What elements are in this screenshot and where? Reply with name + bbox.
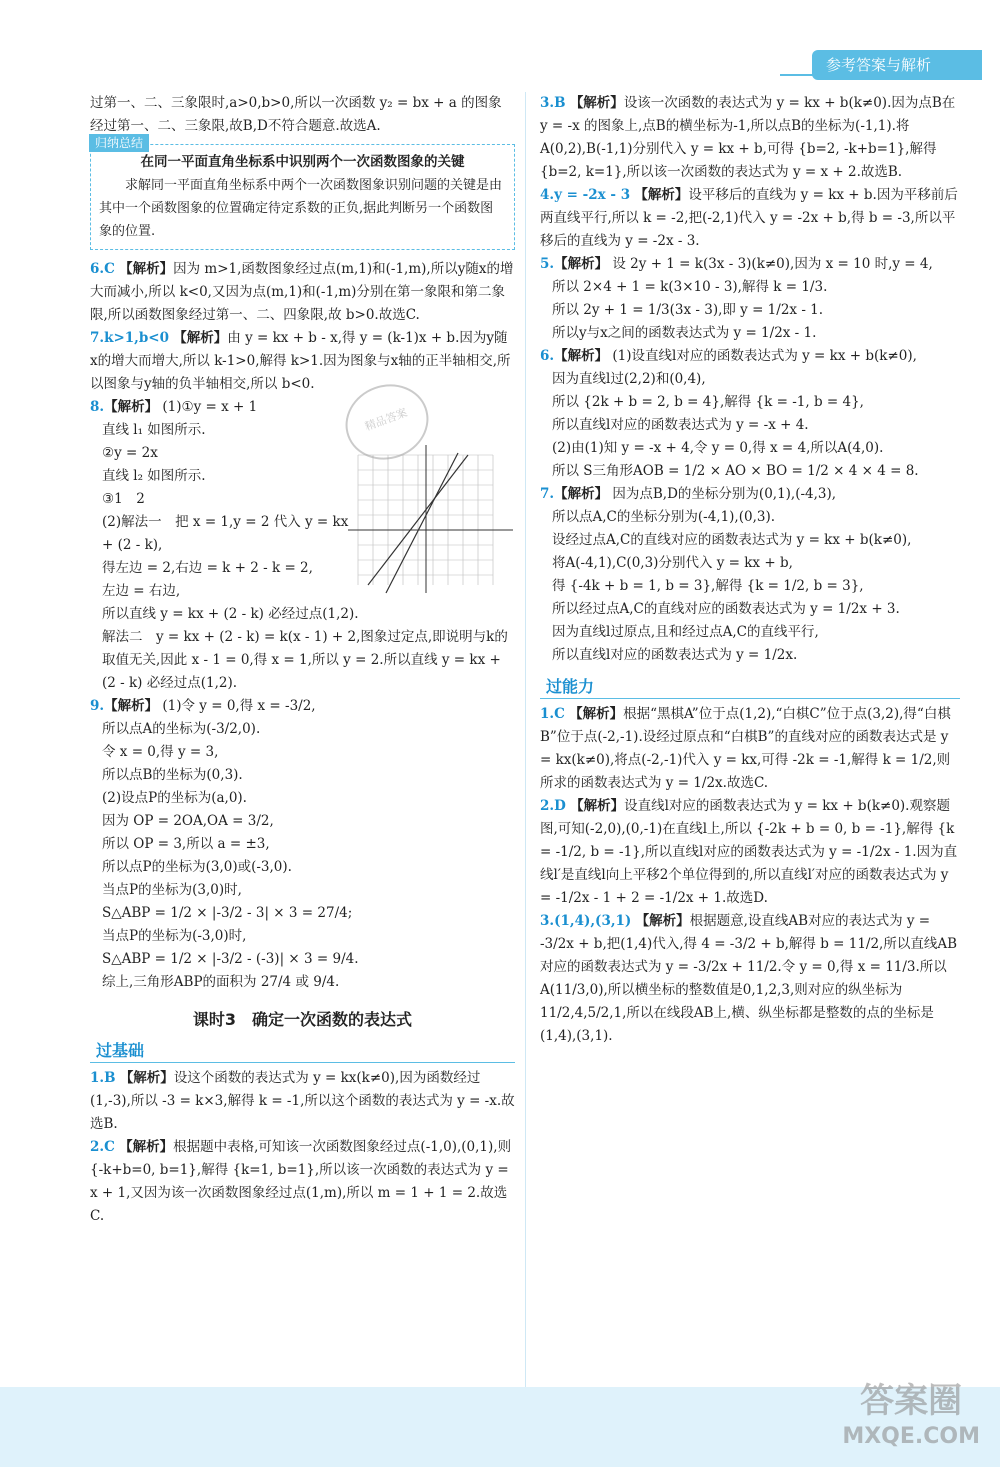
summary-tag: 归纳总结 — [89, 134, 149, 152]
lesson-title: 课时3 确定一次函数的表达式 — [192, 1010, 413, 1029]
line-l2 — [386, 453, 458, 593]
header-tab: 参考答案与解析 — [812, 50, 982, 80]
answer-c2: 2.D 【解析】设直线l对应的函数表达式为 y = kx + b(k≠0).观察题图,可知(-2,0),(0,-1)在直线l上,所以 {-2k + b = 0, b = -1},解得 {k = -1/2, b = -1},所以直线l对应的函数表达式为 y = -1/2x - 1.因为直线l′是直线l向上平移2个单位得到的,所以直线l′对应的函数表达式为 y = -1/2x - 1 + 2 = -1/2x + 1.故选D. — [540, 798, 958, 906]
intro-paragraph: 过第一、二、三象限时,a>0,b>0,所以一次函数 y₂ = bx + a 的图象经过第一、二、三象限,故B,D不符合题意.故选A. — [90, 95, 502, 134]
answer-q8: 8.【解析】 (1)①y = x + 1 直线 l₁ 如图所示. ②y = 2x 直线 l₂ 如图所示. ③1 2 (2)解法一 把 x = 1,y = 2 代入 y = kx + (2 - k), 得左边 = 2,右边 = k + 2 - k = 2, 左边 = 右边, 所以直线 y = kx + (2 - k) 必经过点(1,2). 解法二 y = kx + (2 - k) = k(x - 1) + 2,图象过定点,即说明与k的取值无关,因此 x - 1 = 0,得 x = 1,所以 y = 2.所以直线 y = kx + (2 - k) 必经过点(1,2). — [90, 399, 508, 691]
answer-b6: 6.【解析】 (1)设直线l对应的函数表达式为 y = kx + b(k≠0), 因为直线l过(2,2)和(0,4), 所以 {2k + b = 2, b = 4},解得 {k = -1, b = 4}, 所以直线l对应的函数表达式为 y = -x + 4. (2)由(1)知 y = -x + 4,令 y = 0,得 x = 4,所以A(4,0). 所以 S三角形AOB = 1/2 × AO × BO = 1/2 × 4 × 4 = 8. — [540, 348, 919, 479]
answer-q9: 9.【解析】 (1)令 y = 0,得 x = -3/2, 所以点A的坐标为(-3/2,0). 令 x = 0,得 y = 3, 所以点B的坐标为(0,3). (2)设点P的坐标为(a,0). 因为 OP = 2OA,OA = 3/2, 所以 OP = 3,所以 a = ±3, 所以点P的坐标为(3,0)或(-3,0). 当点P的坐标为(3,0)时, S△ABP = 1/2 × |-3/2 - 3| × 3 = 27/4; 当点P的坐标为(-3,0)时, S△ABP = 1/2 × |-3/2 - (-3)| × 3 = 9/4. 综上,三角形ABP的面积为 27/4 或 9/4. — [90, 698, 359, 990]
summary-text: 求解同一平面直角坐标系中两个一次函数图象识别问题的关键是由其中一个函数图象的位置确定待定系数的正负,据此判断另一个函数图象的位置. — [99, 178, 503, 239]
left-column — [90, 92, 515, 1228]
answer-b4: 4.y = -2x - 3 【解析】设平移后的直线为 y = kx + b.因为平移前后两直线平行,所以 k = -2,把(-2,1)代入 y = -2x + b,得 b = -3,所以平移后的直线为 y = -2x - 3. — [540, 187, 958, 249]
right-column — [540, 92, 960, 1048]
summary-box — [90, 136, 515, 250]
answer-q6: 6.C 【解析】因为 m>1,函数图象经过点(m,1)和(-1,m),所以y随x的增大而减小,所以 k<0,又因为点(m,1)和(-1,m)分别在第一象限和第二象限,所以函数图象经过第一、二、四象限,故 b>0.故选C. — [90, 261, 514, 323]
column-divider — [525, 92, 526, 1392]
watermark: 答案圈 MXQE.COM — [842, 1381, 980, 1449]
answer-c3: 3.(1,4),(3,1) 【解析】根据题意,设直线AB对应的表达式为 y = -3/2x + b,把(1,4)代入,得 4 = -3/2 + b,解得 b = 11/2,所以直线AB对应的函数表达式为 y = -3/2x + 11/2.令 y = 0,得 x = 11/3.所以A(11/3,0),所以横坐标的整数值是0,1,2,3,则对应的纵坐标为 11/2,4,5/2,1,所以在线段AB上,横、纵坐标都是整数的点的坐标是(1,4),(3,1). — [540, 913, 958, 1044]
section-heading-basic: 过基础 — [90, 1039, 515, 1063]
answer-b5: 5.【解析】 设 2y + 1 = k(3x - 3)(k≠0),因为 x = 10 时,y = 4, 所以 2×4 + 1 = k(3×10 - 3),解得 k = 1/3. 所以 2y + 1 = 1/3(3x - 3),即 y = 1/2x - 1. 所以y与x之间的函数表达式为 y = 1/2x - 1. — [540, 256, 933, 341]
coordinate-graph — [348, 445, 518, 595]
answer-b7: 7.【解析】 因为点B,D的坐标分别为(0,1),(-4,3), 所以点A,C的坐标分别为(-4,1),(0,3). 设经过点A,C的直线对应的函数表达式为 y = kx + b(k≠0), 将A(-4,1),C(0,3)分别代入 y = kx + b, 得 {-4k + b = 1, b = 3},解得 {k = 1/2, b = 3}, 所以经过点A,C的直线对应的函数表达式为 y = 1/2x + 3. 因为直线l过原点,且和经过点A,C的直线平行, 所以直线l对应的函数表达式为 y = 1/2x. — [540, 486, 912, 663]
summary-title: 在同一平面直角坐标系中识别两个一次函数图象的关键 — [140, 154, 465, 170]
answer-c1: 1.C 【解析】根据“黑棋A”位于点(1,2),“白棋C”位于点(3,2),得“白棋B”位于点(-2,-1).设经过原点和“白棋B”的直线对应的函数表达式是 y = kx(k≠0),将点(-2,-1)代入 y = kx,可得 -2k = -1,解得 k = 1/2,则所求的函数表达式为 y = 1/2x.故选C. — [540, 706, 951, 791]
section-heading-ability: 过能力 — [540, 675, 960, 699]
answer-b1: 1.B 【解析】设这个函数的表达式为 y = kx(k≠0),因为函数经过(1,-3),所以 -3 = k×3,解得 k = -1,所以这个函数的表达式为 y = -x.故选B. — [90, 1070, 515, 1132]
answer-b3: 3.B 【解析】设该一次函数的表达式为 y = kx + b(k≠0).因为点B在 y = -x 的图象上,点B的横坐标为-1,所以点B的坐标为(-1,1).将A(0,2),B(-1,1)分别代入 y = kx + b,可得 {b=2, -k+b=1},解得 {b=2, k=1},所以该一次函数的表达式为 y = x + 2.故选B. — [540, 95, 956, 180]
answer-q7: 7.k>1,b<0 【解析】由 y = kx + b - x,得 y = (k-1)x + b.因为y随x的增大而增大,所以 k-1>0,解得 k>1.因为图象与x轴的正半轴相交,所以图象与y轴的负半轴相交,所以 b<0. — [90, 330, 511, 392]
answer-b2: 2.C 【解析】根据题中表格,可知该一次函数图象经过点(-1,0),(0,1),则 {-k+b=0, b=1},解得 {k=1, b=1},所以该一次函数的表达式为 y = x + 1,又因为该一次函数图象经过点(1,m),所以 m = 1 + 1 = 2.故选C. — [90, 1139, 512, 1224]
stamp-mark: 精品答案 — [335, 373, 439, 471]
